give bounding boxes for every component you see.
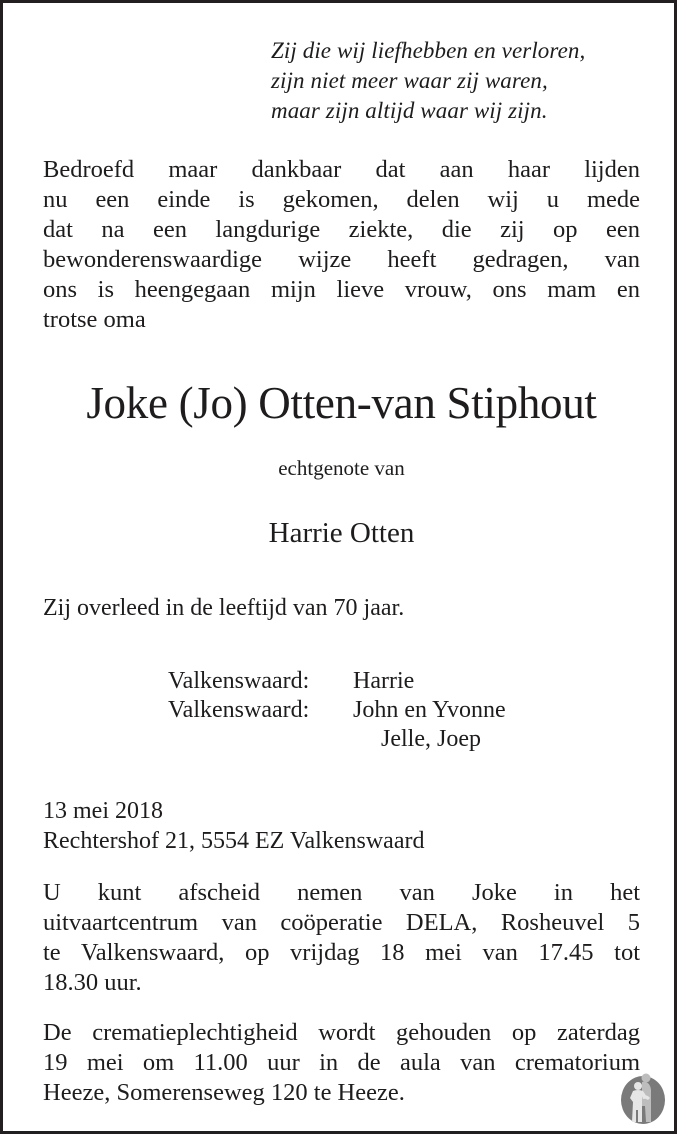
- poem-quote: [271, 36, 585, 126]
- correspondence-address: Rechtershof 21, 5554 EZ Valkenswaard: [43, 828, 425, 854]
- farewell-line: te Valkenswaard, op vrijdag 18 mei van 17.45 tot: [43, 939, 640, 966]
- intro-line: dat na een langdurige ziekte, die zij op een: [43, 216, 640, 243]
- farewell-line: uitvaartcentrum van coöperatie DELA, Rosheuvel 5: [43, 909, 640, 936]
- deceased-name: Joke (Jo) Otten-van Stiphout: [86, 378, 597, 428]
- intro-line: nu een einde is gekomen, delen wij u mede: [43, 186, 640, 213]
- intro-paragraph: [43, 155, 640, 335]
- ceremony-line: De crematieplechtigheid wordt gehouden op zaterdag: [43, 1019, 640, 1046]
- family-members: Jelle, Joep: [381, 726, 481, 752]
- poem-line: Zij die wij liefhebben en verloren,: [271, 38, 586, 63]
- intro-line: ons is heengegaan mijn lieve vrouw, ons mam en: [43, 276, 640, 303]
- ceremony-line: Heeze, Somerenseweg 120 te Heeze.: [43, 1079, 405, 1106]
- family-members: Harrie: [353, 668, 415, 694]
- family-row: [168, 667, 506, 696]
- ceremony-line: 19 mei om 11.00 uur in de aula van crematorium: [43, 1049, 640, 1076]
- family-row: [168, 725, 506, 754]
- farewell-paragraph: [43, 878, 640, 998]
- spouse-relation-label: echtgenote van: [278, 456, 405, 480]
- farewell-line: U kunt afscheid nemen van Joke in het: [43, 879, 640, 906]
- family-row: [168, 696, 506, 725]
- family-list: [168, 667, 506, 754]
- family-place: Valkenswaard:: [168, 668, 310, 694]
- family-members: John en Yvonne: [353, 697, 506, 723]
- poem-line: zijn niet meer waar zij waren,: [271, 68, 548, 93]
- intro-line: bewonderenswaardige wijze heeft gedragen, van: [43, 246, 640, 273]
- age-statement: Zij overleed in de leeftijd van 70 jaar.: [43, 595, 405, 621]
- farewell-line: 18.30 uur.: [43, 969, 142, 996]
- intro-line: trotse oma: [43, 306, 146, 333]
- dela-figures-logo-icon: [620, 1072, 666, 1126]
- ceremony-paragraph: [43, 1018, 640, 1108]
- family-place: Valkenswaard:: [168, 697, 310, 723]
- spouse-name: Harrie Otten: [268, 517, 415, 549]
- family-place: [168, 725, 353, 754]
- poem-line: maar zijn altijd waar wij zijn.: [271, 98, 548, 123]
- notice-date: 13 mei 2018: [43, 798, 163, 824]
- intro-line: Bedroefd maar dankbaar dat aan haar lijden: [43, 156, 640, 183]
